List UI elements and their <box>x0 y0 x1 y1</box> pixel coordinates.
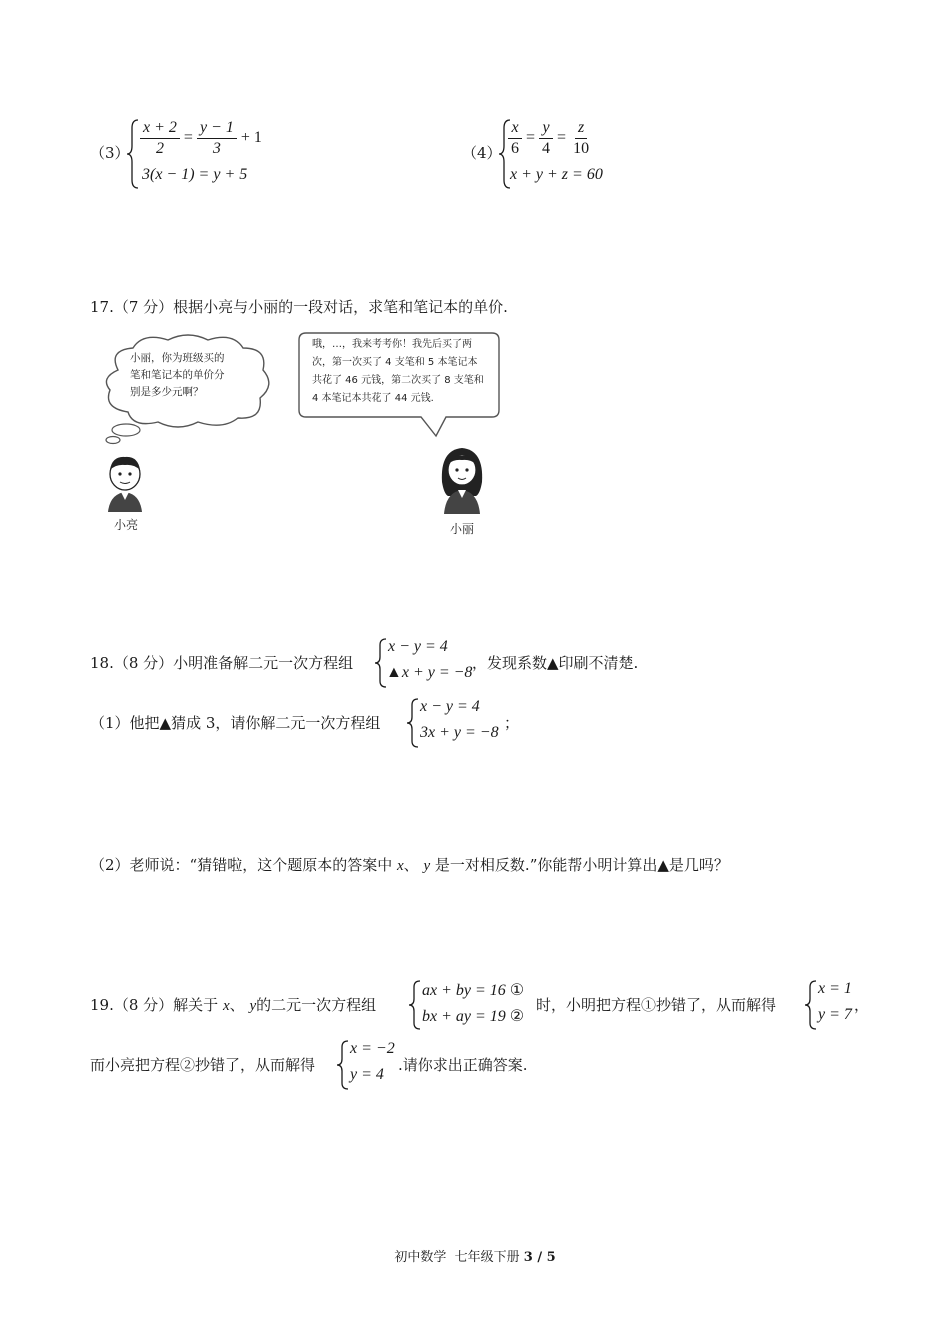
speech-bubble-line-1: 哦，…，我来考考你！我先后买了两 <box>312 339 472 350</box>
p17-header: 17.（7 分）根据小亮与小丽的一段对话，求笔和笔记本的单价. <box>90 298 508 316</box>
p18-part2: （2）老师说：“猜错啦，这个题原本的答案中 x、 y 是一对相反数.”你能帮小明计算出▲是几吗？ <box>90 856 729 874</box>
p19-sol1-y: y = 7 <box>818 1006 852 1023</box>
girl-figure <box>436 442 488 516</box>
p19-comma: ， <box>854 996 870 1014</box>
speech-bubble-line-4: 4 本笔记本共花了 44 元钱. <box>312 393 434 404</box>
page-footer: 初中数学 七年级下册 3 / 5 <box>394 1250 556 1265</box>
p18-sys-eq2: ▲x + y = −8 <box>386 664 473 681</box>
p19-intro: 19.（8 分）解关于 x、 y的二元一次方程组 <box>90 996 377 1014</box>
boy-name: 小亮 <box>114 518 139 532</box>
p18-sys-eq1: x − y = 4 <box>388 638 448 655</box>
p18-part1-brace <box>406 697 420 749</box>
p19-line2-tail: .请你求出正确答案. <box>398 1056 528 1074</box>
p18-part1-tail: ； <box>504 714 520 732</box>
p18-part1-eq1: x − y = 4 <box>420 698 480 715</box>
p19-sol2-brace <box>336 1039 350 1091</box>
p19-sol1-x: x = 1 <box>818 980 852 997</box>
boy-figure <box>100 452 150 514</box>
p19-sol2-y: y = 4 <box>350 1066 384 1083</box>
p16-part3-eq2: 3(x − 1) = y + 5 <box>142 166 248 183</box>
thought-bubble-line-1: 小丽，你为班级买的 <box>130 352 225 364</box>
p16-part3-label: （3） <box>90 144 130 162</box>
p16-part4-label: （4） <box>462 144 502 162</box>
p16-part4-eq1: $\frac{x}{6}$ = $\frac{y}{4}$ = $\frac{z}{10}$ <box>508 118 592 159</box>
p19-eq2: bx + ay = 19 ② <box>422 1008 525 1025</box>
p19-text-c: 时，小明把方程①抄错了，从而解得 <box>536 996 777 1014</box>
p18-intro: 18.（8 分）小明准备解二元一次方程组 <box>90 654 354 672</box>
p18-part1: （1）他把▲猜成 3，请你解二元一次方程组 <box>90 714 381 732</box>
speech-bubble-line-2: 次，第一次买了 4 支笔和 5 本笔记本 <box>312 357 478 368</box>
p19-line2: 而小亮把方程②抄错了，从而解得 <box>90 1056 316 1074</box>
girl-name: 小丽 <box>450 522 475 536</box>
p19-eq1: ax + by = 16 ① <box>422 982 525 999</box>
p19-sol2-x: x = −2 <box>350 1040 395 1057</box>
thought-bubble-line-3: 别是多少元啊？ <box>130 386 204 398</box>
p19-brace <box>408 979 422 1031</box>
speech-bubble-line-3: 共花了 46 元钱，第二次买了 8 支笔和 <box>312 375 484 386</box>
thought-bubble-line-2: 笔和笔记本的单价分 <box>130 369 225 381</box>
p16-part3-brace <box>126 118 140 190</box>
p18-intro-tail: ，发现系数▲印刷不清楚. <box>472 654 639 672</box>
p16-part4-eq2: x + y + z = 60 <box>510 166 603 183</box>
p18-part1-eq2: 3x + y = −8 <box>420 724 499 741</box>
p19-sol1-brace <box>804 979 818 1031</box>
p16-part3-eq1: $\frac{x + 2}{2}$ = $\frac{y - 1}{3}$ + 1 <box>140 118 262 159</box>
